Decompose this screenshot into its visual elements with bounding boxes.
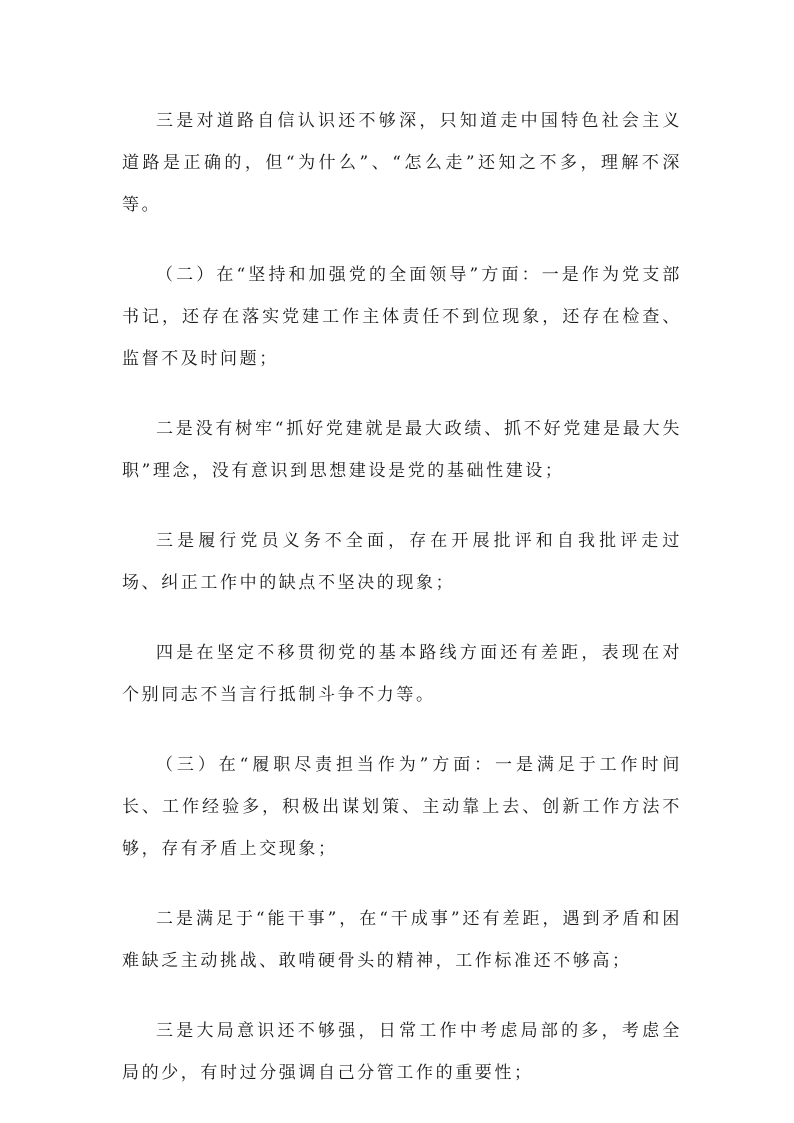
paragraph-member-obligations: 三是履行党员义务不全面，存在开展批评和自我批评走过场、纠正工作中的缺点不坚决的现象；	[122, 531, 682, 593]
paragraph-party-leadership: （二）在“坚持和加强党的全面领导”方面：一是作为党支部书记，还存在落实党建工作主体责任不到位现象，还存在检查、监督不及时问题；	[122, 265, 682, 369]
paragraph-getting-things-done: 二是满足于“能干事”，在“干成事”还有差距，遇到矛盾和困难缺乏主动挑战、敢啃硬骨头的精神，工作标准还不够高；	[122, 909, 682, 971]
paragraph-big-picture: 三是大局意识还不够强，日常工作中考虑局部的多，考虑全局的少，有时过分强调自己分管工作的重要性；	[122, 1021, 682, 1083]
paragraph-duty-performance: （三）在“履职尽责担当作为”方面：一是满足于工作时间长、工作经验多，积极出谋划策、主动靠上去、创新工作方法不够，存有矛盾上交现象；	[122, 755, 682, 859]
paragraph-road-confidence: 三是对道路自信认识还不够深，只知道走中国特色社会主义道路是正确的，但“为什么”、“怎么走”还知之不多，理解不深等。	[122, 111, 682, 215]
paragraph-basic-line: 四是在坚定不移贯彻党的基本路线方面还有差距，表现在对个别同志不当言行抵制斗争不力等。	[122, 643, 682, 705]
paragraph-party-building-concept: 二是没有树牢“抓好党建就是最大政绩、抓不好党建是最大失职”理念，没有意识到思想建设是党的基础性建设；	[122, 419, 682, 481]
document-body	[122, 100, 682, 1122]
